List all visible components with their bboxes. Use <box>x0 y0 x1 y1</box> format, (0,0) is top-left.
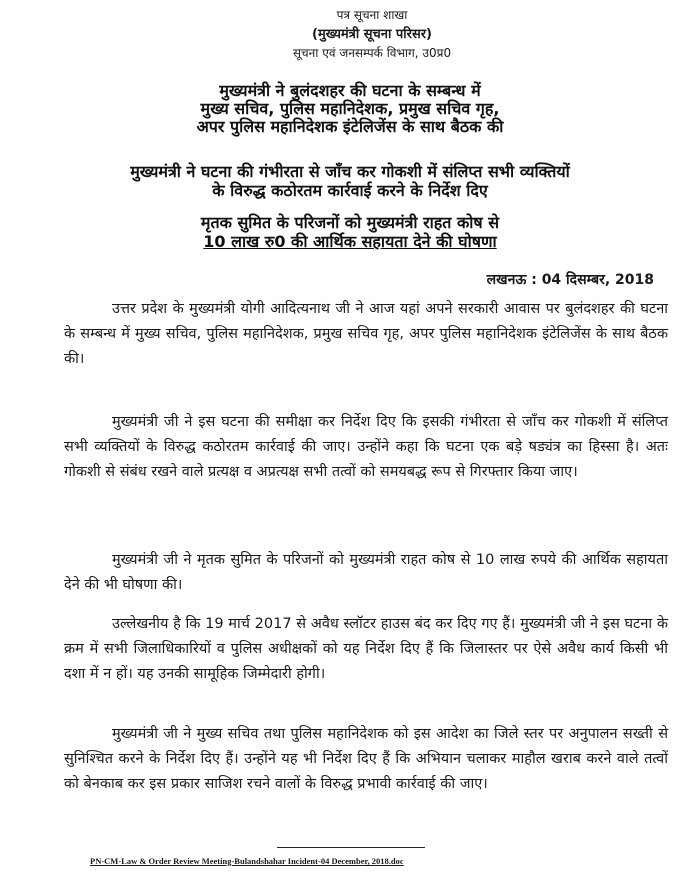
headline-relief-line-2: 10 लाख रु0 की आर्थिक सहायता देने की घोषणा <box>203 232 497 251</box>
headline-meeting-line-2: मुख्य सचिव, पुलिस महानिदेशक, प्रमुख सचिव गृह, <box>200 99 500 118</box>
paragraph-enforcement: मुख्यमंत्री जी ने मुख्य सचिव तथा पुलिस महानिदेशक को इस आदेश का जिले स्तर पर अनुपालन सख्ती से सुनिश्चित करने के निर्देश दिए हैं। उन्होंने यह भी निर्देश दिए हैं कि अभियान चलाकर माहौल खराब करने वाले तत्वों को बेनकाब कर इस प्रकार साजिश रचने वालों के विरुद्ध प्रभावी कार्रवाई की जाए। <box>64 726 668 792</box>
headline-meeting-line-1: मुख्यमंत्री ने बुलंदशहर की घटना के सम्बन्ध में <box>219 81 481 100</box>
letterhead-office: (मुख्यमंत्री सूचना परिसर) <box>312 27 432 42</box>
headline-relief <box>60 213 640 251</box>
headline-directive <box>40 162 660 200</box>
headline-relief-line-1: मृतक सुमित के परिजनों को मुख्यमंत्री राहत कोष से <box>200 213 500 232</box>
headline-meeting-line-3: अपर पुलिस महानिदेशक इंटेलिजेंस के साथ बैठक की <box>196 117 504 136</box>
file-name-footer: PN-CM-Law & Order Review Meeting-Bulandshahar Incident-04 December, 2018.doc <box>90 856 404 866</box>
letterhead-department-branch: पत्र सूचना शाखा <box>336 8 408 22</box>
dateline: लखनऊ : 04 दिसम्बर, 2018 <box>486 272 654 288</box>
paragraph-meeting: उत्तर प्रदेश के मुख्यमंत्री योगी आदित्यनाथ जी ने आज यहां अपने सरकारी आवास पर बुलंदशहर की घटना के सम्बन्ध में मुख्य सचिव, पुलिस महानिदेशक, प्रमुख सचिव गृह, अपर पुलिस महानिदेशक इंटेलिजेंस के साथ बैठक की। <box>64 301 668 367</box>
headline-directive-line-1: मुख्यमंत्री ने घटना की गंभीरता से जाँच कर गोकशी में संलिप्त सभी व्यक्तियों <box>130 162 570 181</box>
paragraph-slaughterhouse: उल्लेखनीय है कि 19 मार्च 2017 से अवैध स्लॉटर हाउस बंद कर दिए गए हैं। मुख्यमंत्री जी ने इस घटना के क्रम में सभी जिलाधिकारियों व पुलिस अधीक्षकों को यह निर्देश दिए हैं कि जिलास्तर पर ऐसे अवैध कार्य किसी भी दशा में न हों। यह उनकी सामूहिक जिम्मेदारी होगी। <box>64 616 668 682</box>
paragraph-directives: मुख्यमंत्री जी ने इस घटना की समीक्षा कर निर्देश दिए कि इसकी गंभीरता से जाँच कर गोकशी में संलिप्त सभी व्यक्तियों के विरुद्ध कठोरतम कार्रवाई की जाए। उन्होंने कहा कि घटना एक बड़े षड्यंत्र का हिस्सा है। अतः गोकशी से संबंध रखने वाले प्रत्यक्ष व अप्रत्यक्ष सभी तत्वों को समयबद्ध रूप से गिरफ्तार किया जाए। <box>64 414 668 480</box>
headline-directive-line-2: के विरुद्ध कठोरतम कार्रवाई करने के निर्देश दिए <box>212 181 488 200</box>
letterhead-ministry: सूचना एवं जनसम्पर्क विभाग, उ0प्र0 <box>292 46 452 60</box>
headline-meeting <box>60 82 640 136</box>
closing-divider <box>277 847 425 848</box>
paragraph-relief: मुख्यमंत्री जी ने मृतक सुमित के परिजनों को मुख्यमंत्री राहत कोष से 10 लाख रुपये की आर्थिक सहायता देने की भी घोषणा की। <box>64 552 668 593</box>
